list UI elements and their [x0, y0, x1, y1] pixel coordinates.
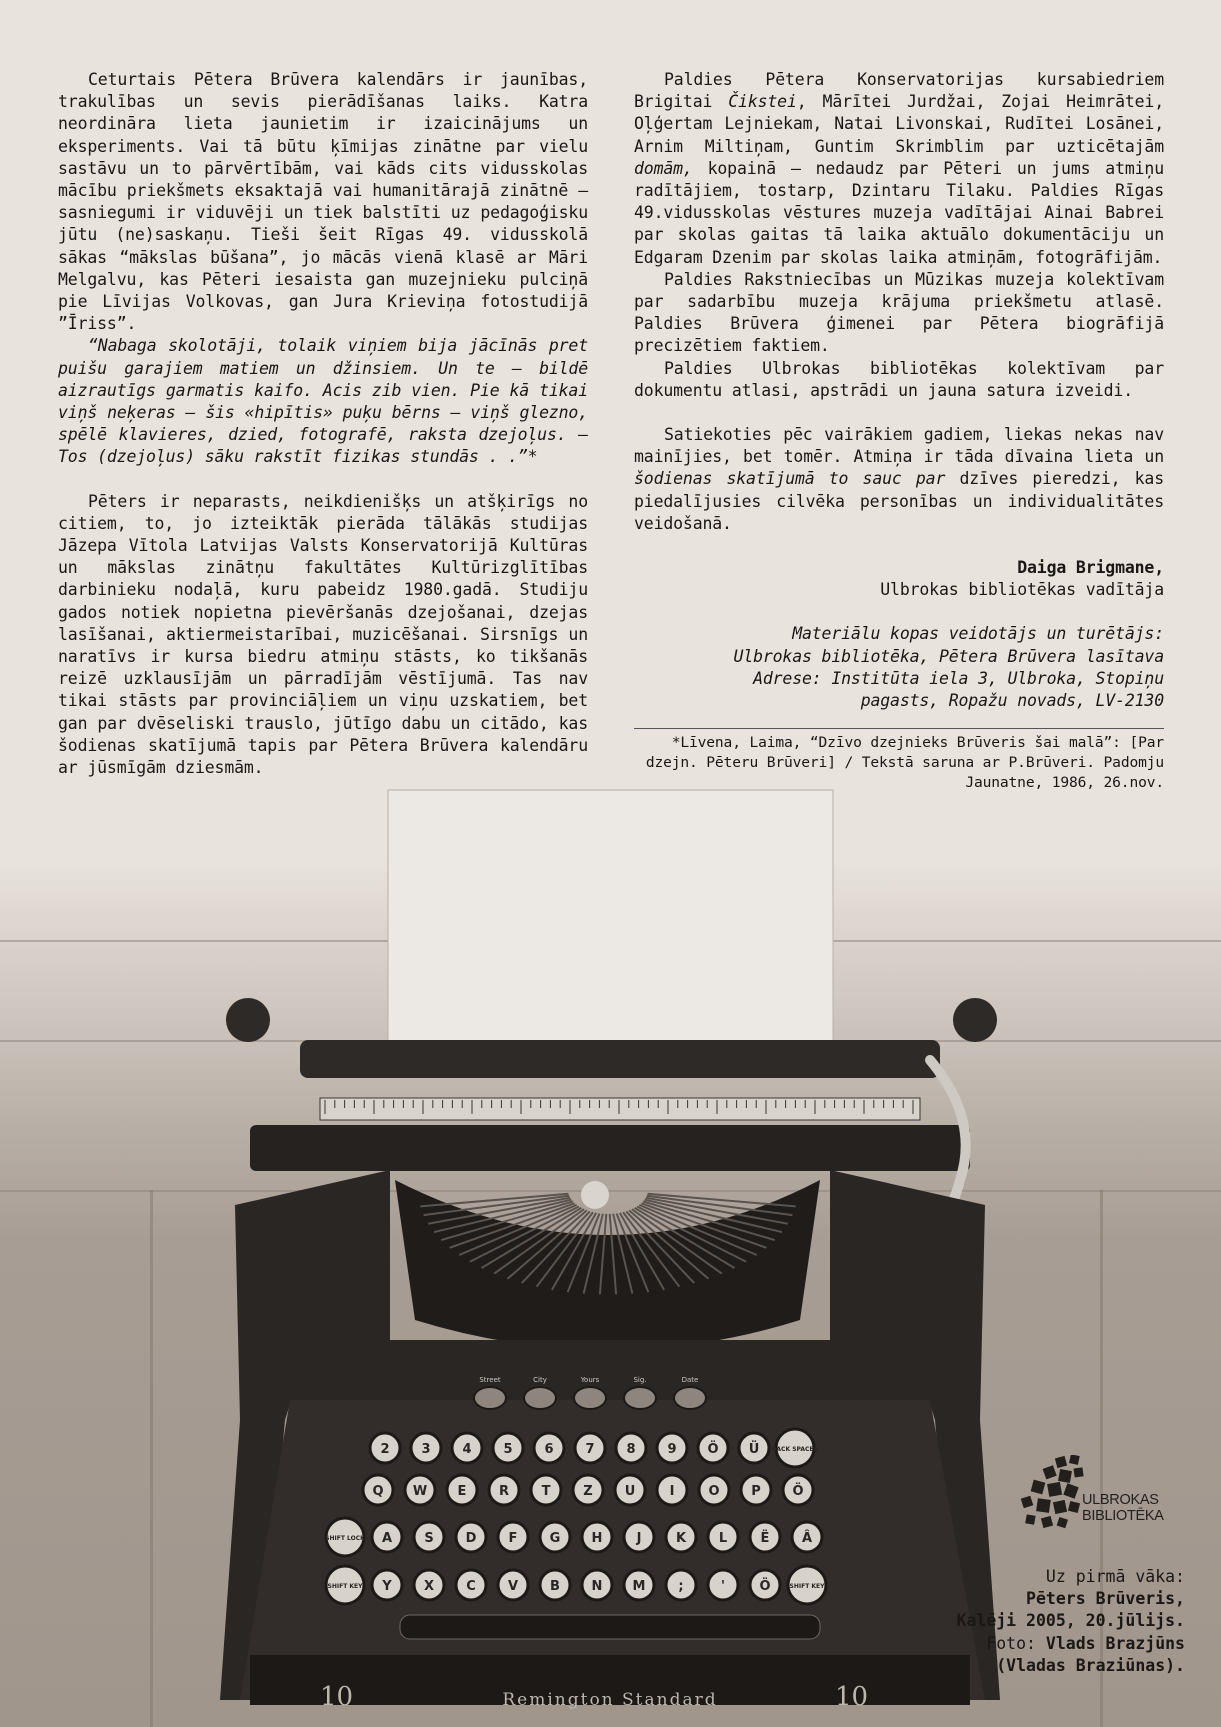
svg-text:9: 9: [667, 1442, 677, 1457]
svg-text:2: 2: [380, 1442, 390, 1457]
key[interactable]: [498, 1570, 528, 1600]
key[interactable]: [456, 1522, 486, 1552]
svg-text:4: 4: [462, 1442, 472, 1457]
key[interactable]: [666, 1522, 696, 1552]
svg-text:R: R: [498, 1484, 510, 1499]
svg-text:T: T: [541, 1484, 551, 1499]
svg-text:;: ;: [678, 1579, 684, 1594]
svg-text:': ': [721, 1579, 725, 1594]
svg-text:I: I: [669, 1484, 675, 1499]
svg-text:Ë: Ë: [760, 1531, 770, 1546]
svg-text:SHIFT KEY: SHIFT KEY: [789, 1583, 825, 1590]
thanks-paragraph-2: Paldies Rakstniecības un Mūzikas muzeja kolektīvam par sadarbību muzeja krājuma priekšmetu atlasē. Paldies Brūvera ģimenei par Pētera biogrāfijā precizētiem faktiem.: [634, 269, 1164, 356]
studies-paragraph: Pēters ir neparasts, neikdienišķs un atšķirīgs no citiem, to, jo izteiktāk pierāda tālākās studijas Jāzepa Vītola Latvijas Valsts Konservatorijā Kultūras un mākslas zinātņu fakultātes Kultūrizglītības darbinieku nodaļā, kuru pabeidz 1980.gadā. Studiju gados notiek nopietna pievēršanās dzejošanai, dzejas lasīšanai, aktiermeistarībai, muzicēšanai. Sirsnīgs un naratīvs ir kursa biedru atmiņu stāsts, ko tikšanās reizē uzklausījām un pārradījām vēstījumā. Tas nav tikai stāsts par provinciāļiem un viņu uzskatiem, bet gan par dvēseliski trauslo, jūtīgo dabu un citādo, kas šodienas skatījumā tapis par Pētera Brūvera kalendāru ar jūsmīgām dziesmām.: [58, 491, 588, 778]
key[interactable]: [405, 1475, 435, 1505]
material-credit: Materiālu kopas veidotājs un turētājs: Ulbrokas bibliotēka, Pētera Brūvera lasītava Adrese: Institūta iela 3, Ulbroka, Stopiņu pagasts, Ropažu novads, LV-2130: [733, 624, 1164, 711]
quote-paragraph: [58, 335, 588, 468]
svg-text:Date: Date: [681, 1376, 699, 1384]
key[interactable]: [788, 1566, 826, 1604]
svg-text:A: A: [381, 1531, 393, 1546]
key[interactable]: [498, 1522, 528, 1552]
key[interactable]: [447, 1475, 477, 1505]
svg-text:L: L: [718, 1531, 728, 1546]
svg-text:P: P: [751, 1484, 761, 1499]
svg-text:H: H: [591, 1531, 603, 1546]
key[interactable]: [372, 1522, 402, 1552]
svg-text:SHIFT LOCK: SHIFT LOCK: [325, 1535, 365, 1542]
svg-text:F: F: [508, 1531, 518, 1546]
footnote-divider: [634, 728, 1164, 729]
svg-text:S: S: [424, 1531, 434, 1546]
key[interactable]: [615, 1475, 645, 1505]
key[interactable]: [699, 1475, 729, 1505]
svg-text:W: W: [412, 1484, 428, 1499]
key[interactable]: [698, 1433, 728, 1463]
key[interactable]: [616, 1433, 646, 1463]
svg-text:M: M: [632, 1579, 646, 1594]
svg-text:Sig.: Sig.: [633, 1376, 647, 1384]
svg-text:Ü: Ü: [748, 1442, 760, 1457]
paper-scale: [320, 1098, 920, 1120]
svg-text:8: 8: [626, 1442, 636, 1457]
svg-text:Ö: Ö: [792, 1484, 804, 1499]
library-logo-text: ULBROKAS BIBLIOTĒKA: [1082, 1492, 1164, 1524]
platen-knob-left: [226, 998, 270, 1042]
cover-caption: Uz pirmā vāka: Pēters Brūveris, Kalēji 2005, 20.jūlijs. Foto: Vlads Brazjūns (Vladas Braziūnas).: [956, 1567, 1185, 1675]
svg-text:D: D: [465, 1531, 477, 1546]
keyboard-backplate: [280, 1340, 940, 1400]
key[interactable]: [531, 1475, 561, 1505]
key[interactable]: [750, 1522, 780, 1552]
signature: [634, 557, 1164, 601]
key[interactable]: [657, 1433, 687, 1463]
svg-text:B: B: [550, 1579, 560, 1594]
key[interactable]: [624, 1522, 654, 1552]
key[interactable]: [575, 1433, 605, 1463]
svg-text:SHIFT KEY: SHIFT KEY: [327, 1583, 363, 1590]
svg-text:O: O: [708, 1484, 720, 1499]
svg-text:G: G: [549, 1531, 561, 1546]
key[interactable]: [326, 1566, 364, 1604]
left-column: [58, 69, 588, 779]
svg-text:Ö: Ö: [759, 1579, 771, 1594]
key[interactable]: [624, 1570, 654, 1600]
svg-text:BACK SPACER: BACK SPACER: [771, 1446, 819, 1453]
svg-text:6: 6: [544, 1442, 554, 1457]
key[interactable]: [540, 1522, 570, 1552]
typewriter-model-left: 10: [320, 1682, 354, 1712]
key[interactable]: [414, 1522, 444, 1552]
key[interactable]: [573, 1475, 603, 1505]
typewriter-brand: Remington Standard: [502, 1690, 718, 1710]
svg-text:7: 7: [585, 1442, 595, 1457]
svg-text:X: X: [423, 1579, 435, 1594]
svg-text:J: J: [636, 1531, 642, 1546]
svg-text:Y: Y: [382, 1579, 392, 1594]
key[interactable]: [708, 1522, 738, 1552]
thanks-paragraph-3: Paldies Ulbrokas bibliotēkas kolektīvam par dokumentu atlasi, apstrādi un jauna satura izveidi.: [634, 358, 1164, 400]
key[interactable]: [741, 1475, 771, 1505]
svg-text:V: V: [507, 1579, 519, 1594]
svg-text:N: N: [591, 1579, 603, 1594]
svg-text:City: City: [533, 1376, 547, 1384]
key[interactable]: [739, 1433, 769, 1463]
svg-text:Yours: Yours: [580, 1376, 600, 1384]
key[interactable]: [363, 1475, 393, 1505]
key[interactable]: [452, 1433, 482, 1463]
key[interactable]: [540, 1570, 570, 1600]
svg-text:E: E: [457, 1484, 467, 1499]
key[interactable]: [666, 1570, 696, 1600]
key[interactable]: [582, 1570, 612, 1600]
closing-paragraph: Satiekoties pēc vairākiem gadiem, liekas nekas nav mainījies, bet tomēr. Atmiņa ir tāda dīvaina lieta un šodienas skatījumā to sauc par dzīves pieredzi, kas piedalījusies cilvēka personības un individualitātes veidošanā.: [634, 425, 1165, 533]
svg-text:C: C: [466, 1579, 476, 1594]
svg-text:K: K: [675, 1531, 687, 1546]
quote-text: “Nabaga skolotāji, tolaik viņiem bija jācīnās pret puišu garajiem matiem un džinsiem. Un te — bildē aizrautīgs garmatis kaifo. Acis zib vien. Pie kā tikai viņš neķeras — šis «hipītis» puķu bērns — viņš glezno, spēlē klavieres, dzied, fotografē, raksta dzejoļus. — Tos (dzejoļus) sāku rakstīt fizikas stundās . .”*: [58, 336, 588, 467]
key[interactable]: [792, 1522, 822, 1552]
key[interactable]: [489, 1475, 519, 1505]
svg-text:Â: Â: [801, 1531, 813, 1546]
svg-text:Ö: Ö: [707, 1442, 719, 1457]
signature-name: Daiga Brigmane,: [1017, 558, 1164, 578]
key[interactable]: [325, 1518, 365, 1556]
key[interactable]: [372, 1570, 402, 1600]
key[interactable]: [783, 1475, 813, 1505]
svg-text:5: 5: [503, 1442, 513, 1457]
svg-text:Street: Street: [479, 1376, 501, 1384]
key[interactable]: [411, 1433, 441, 1463]
ribbon-guide: [581, 1181, 609, 1209]
intro-paragraph: Ceturtais Pētera Brūvera kalendārs ir jaunības, trakulības un sevis pierādīšanas laiks. Katra neordināra lieta jaunietim ir izaicinājums un eksperiments. Vai tā būtu ķīmijas zinātne par vielu sastāvu un to pārvērtībām, vai kāds cits vidusskolas mācību priekšmets eksaktajā vai humanitārajā zinātnē – sasniegumi ir viduvēji un tiek balstīti uz pedagoģisku jūtu (ne)saskaņu. Tieši šeit Rīgas 49. vidusskolā sākas “mākslas būšana”, jo mācās vienā klasē ar Māri Melgalvu, kas Pēteri iesaista gan muzejnieku pulciņā pie Līvijas Volkovas, gan Jura Krieviņa fotostudijā ”Īriss”.: [58, 70, 588, 334]
footnote: *Līvena, Laima, “Dzīvo dzejnieks Brūveris šai malā”: [Par dzejn. Pēteru Brūveri] / Tekstā saruna ar P.Brūveri. Padomju Jaunatne, 1986, 26.nov.: [645, 734, 1164, 792]
type-basket: [395, 1180, 820, 1350]
signature-role: Ulbrokas bibliotēkas vadītāja: [880, 580, 1164, 600]
key[interactable]: [493, 1433, 523, 1463]
key[interactable]: [534, 1433, 564, 1463]
space-bar: [400, 1615, 820, 1639]
key[interactable]: [456, 1570, 486, 1600]
svg-text:U: U: [624, 1484, 636, 1499]
key[interactable]: [414, 1570, 444, 1600]
key[interactable]: [370, 1433, 400, 1463]
svg-text:Q: Q: [372, 1484, 384, 1499]
platen-knob-right: [953, 998, 997, 1042]
right-column: [634, 69, 1164, 793]
carriage-rail: [250, 1125, 970, 1171]
paper-sheet: [388, 790, 833, 1060]
key[interactable]: [582, 1522, 612, 1552]
svg-text:Z: Z: [583, 1484, 593, 1499]
key[interactable]: [750, 1570, 780, 1600]
svg-text:3: 3: [421, 1442, 431, 1457]
key[interactable]: [708, 1570, 738, 1600]
key[interactable]: [657, 1475, 687, 1505]
typewriter-model-right: 10: [835, 1682, 869, 1712]
platen: [300, 1040, 940, 1078]
thanks-paragraph-1: Paldies Pētera Konservatorijas kursabiedriem Brigitai Čikstei, Mārītei Jurdžai, Zojai Heimrātei, Oļģertam Lejniekam, Natai Livonskai, Rudītei Losānei, Arnim Miltiņam, Guntim Skrimblim par uzticētajām domām, kopainā – nedaudz par Pēteri un jums atmiņu radītājiem, tostarp, Dzintaru Tilaku. Paldies Rīgas 49.vidusskolas vēstures muzeja vadītājai Ainai Babrei par skolas gaitas tā laika aktuālo dokumentāciju un Edgaram Dzenim par skolas laika atmiņām, fotogrāfijām.: [634, 70, 1165, 267]
